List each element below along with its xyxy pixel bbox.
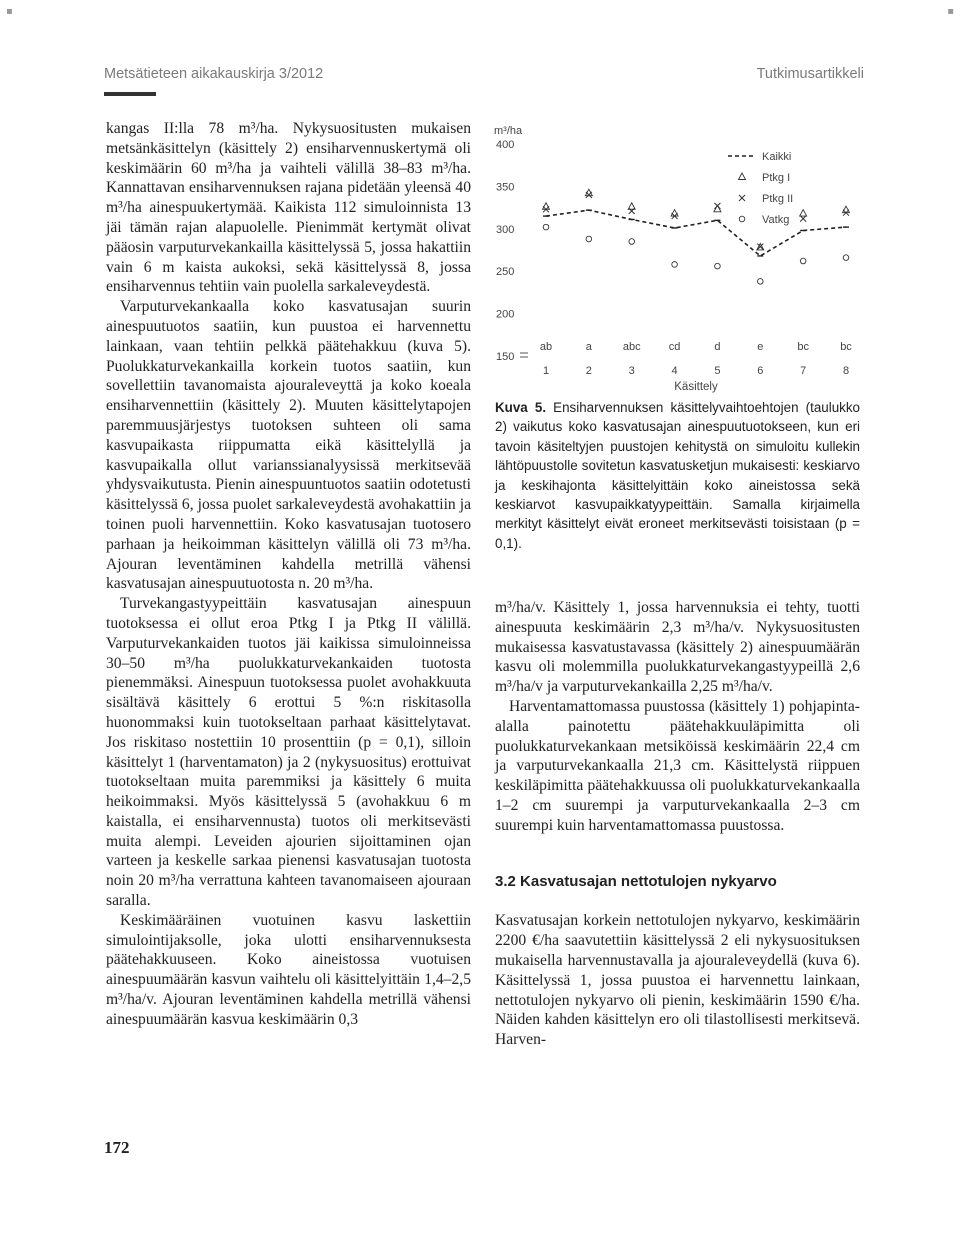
x-tick-label: 4	[671, 365, 678, 377]
legend-label: Ptkg II	[762, 193, 794, 205]
right-paragraph-1: m³/ha/v. Käsittely 1, jossa harvennuksia ei tehty, tuotti ainespuuta keskimäärin 2,3 m³/ha/v. Nykysuositusten mukaisessa kasvatustavassa (käsittely 2) ainespuumäärän kasvu oli molemmilla puolukkaturvekangastyypeillä 2,6 m³/ha/v ja varputurvekankailla 2,25 m³/ha/v.	[495, 599, 860, 696]
data-point-circle	[629, 239, 635, 245]
y-tick-label: 250	[496, 266, 515, 279]
left-column	[106, 119, 471, 1030]
crop-mark-tr: ▪	[947, 6, 954, 17]
left-paragraph-3: Turvekangastyypeittäin kasvatusajan ainespuun tuotoksessa ei ollut eroa Ptkg I ja Ptkg II välillä. Varputurvekankaiden tuotos jäi kaikissa simuloinneissa 30–50 m³/ha puolukkaturvekankaiden tuotosta pienemmäksi. Ainespuun tuotoksessa puolet avohakkuuta sisältävä käsittely 6 erottui 5 %:n riskitasolla huonommaksi kuin tuotokseltaan parhaat käsittelytavat. Jos riskitaso nostettiin 10 prosenttiin (p = 0,1), silloin käsittelyt 1 (harventamaton) ja 2 (nykysuositus) erottuivat tuotokseltaan muita paremmiksi ja käsittely 6 muita heikoimmaksi. Myös käsittelyssä 5 (avohakkuu 6 m kaistalla, ei ensiharvennusta) tuotos oli merkitsevästi muita alempi. Leveiden ajourien sijoittaminen ojan varteen ja keskelle sarkaa pienensi kasvatusajan tuotosta noin 20 m³/ha verrattuna kahteen tavanomaiseen ajouraan saralla.	[106, 595, 471, 910]
data-point-circle	[800, 258, 806, 264]
group-letter: d	[714, 341, 721, 353]
data-point-triangle	[843, 206, 850, 213]
x-tick-label: 1	[542, 365, 550, 377]
y-tick-label: 400	[496, 139, 515, 151]
caption-text: Ensiharvennuksen käsittelyvaihtoehtojen (taulukko 2) vaikutus koko kasvatusajan ainespuutuotokseen, kun eri tavoin käsiteltyjen puustojen kehitystä on simuloitu kullekin lähtöpuustolle sovitetun kasvatusketjun mukaisesti: keskiarvo ja keskihajonta käsittelyittäin koko aineistossa sekä keskiarvot kasvupaikkatyypeittäin. Samalla kirjaimella merkityt käsittelyt eivät eroneet merkitsevästi toisistaan (p = 0,1).	[495, 400, 860, 551]
x-tick-label: 6	[757, 365, 764, 377]
header-rule	[104, 92, 156, 96]
section-heading: 3.2 Kasvatusajan nettotulojen nykyarvo	[495, 872, 777, 890]
y-tick-label: 150	[496, 351, 515, 363]
group-letter: cd	[668, 341, 681, 353]
legend-label: Ptkg I	[762, 172, 791, 184]
running-header	[104, 66, 864, 88]
data-point-triangle	[671, 210, 678, 217]
y-axis-label: m³/ha	[494, 125, 523, 137]
group-letter: e	[757, 341, 764, 353]
legend-swatch	[739, 216, 745, 222]
y-tick-label: 350	[496, 181, 515, 194]
x-tick-label: 8	[842, 365, 850, 377]
group-letter: abc	[622, 341, 641, 353]
left-paragraph-1: kangas II:lla 78 m³/ha. Nykysuositusten mukaisen metsänkäsittelyn (käsittely 2) ensiharvennuskertymä oli keskimäärin 60 m³/ha ja vaihteli välillä 38–83 m³/ha. Kannattavan ensiharvennuksen rajana pidetään yleensä 40 m³/ha ainespuukertymää. Kaikista 112 simuloinnista 13 jäi tämän rajan alapuolelle. Pienimmät kertymät olivat pääosin varputurvekankailla käsittelyssä 5, jossa hakattiin vain 6 m kaista aukoksi, sekä käsittelyssä 8, jossa ensiharvennus tehtiin vain puolella sarkaleveydestä.	[106, 120, 471, 296]
caption-label: Kuva 5.	[495, 400, 547, 415]
crop-mark-tl: ▪	[6, 6, 13, 17]
group-letter: a	[585, 341, 592, 353]
y-tick-label: 200	[496, 308, 515, 321]
section-label: Tutkimusartikkeli	[756, 66, 864, 82]
left-paragraph-2: Varputurvekankaalla koko kasvatusajan suurin ainespuutuotos saatiin, kun puustoa ei harvennettu lainkaan, vaan tehtiin pelkkä päätehakkuu (kuva 5). Puolukkaturvekankailla korkein tuotos saatiin, kun sovellettiin tavanomaista ajouraleveyttä ja koko koeala ensiharvennettiin (käsittely 2). Muuten käsittelytapojen paremmuusjärjestys tuotoksen suhteen oli sama kasvupaikasta riippumatta eikä käsittelyllä ja kasvupaikalla ollut varianssianalyysissä merkitsevää yhdysvaikutusta. Pienin ainespuuntuotos saatiin odotetusti käsittelyssä 6, jossa puolet sarkaleveydestä avohakattiin ja toinen puoli harvennettiin. Koko kasvatusajan tuotosero parhaan ja heikoimman käsittelyn välillä oli 73 m³/ha. Ajouran leventäminen kahdella metrillä vähensi kasvatusajan ainespuutuotosta n. 20 m³/ha.	[106, 298, 471, 593]
chart-svg	[492, 118, 864, 398]
data-point-cross	[586, 192, 592, 198]
data-point-circle	[715, 263, 721, 269]
journal-title: Metsätieteen aikakauskirja 3/2012	[104, 66, 324, 82]
figure-caption	[495, 398, 860, 553]
left-paragraph-4: Keskimääräinen vuotuinen kasvu laskettiin simulointijaksolle, joka ulotti ensiharvennuksesta päätehakkuuseen. Koko aineistossa vuotuisen ainespuumäärän kasvun vaihtelu oli käsittelyittäin 1,4–2,5 m³/ha/v. Ajouran leventäminen kahdella metrillä vähensi ainespuumäärän kasvua keskimäärin 0,3	[106, 911, 471, 1028]
group-letter: bc	[797, 341, 809, 353]
data-point-circle	[672, 262, 678, 268]
right-paragraph-2: Harventamattomassa puustossa (käsittely 1) pohjapinta-alalla painotettu päätehakkuuläpimitta oli puolukkaturvekankaan metsiköissä keskimäärin 22,4 cm ja varputurvekankaalla 21,3 cm. Käsittelystä riippuen keskiläpimitta päätehakkuussa oli puolukkaturvekankaalla 1–2 cm suurempi ja varputurvekankaalla 2–3 cm suurempi kuin harventamattomassa puustossa.	[495, 697, 860, 834]
data-point-triangle	[800, 210, 807, 217]
data-point-cross	[714, 203, 720, 209]
data-point-circle	[586, 236, 592, 242]
right-paragraph-3: Kasvatusajan korkein nettotulojen nykyarvo, keskimäärin 2200 €/ha saavutettiin käsittelyssä 2 eli nykysuosituksen mukaisella harvennustavalla ja ajouraleveydellä (kuva 6). Käsittelyssä 1, jossa puustoa ei harvennettu lainkaan, nettotulojen nykyarvo oli pienin, keskimäärin 1590 €/ha. Näiden kahden käsittelyn ero oli tilastollisesti merkitsevä. Harven-	[495, 912, 860, 1049]
x-axis-label: Käsittely	[674, 381, 718, 393]
group-letter: bc	[840, 341, 852, 353]
y-tick-label: 300	[496, 223, 515, 236]
x-tick-label: 5	[714, 365, 721, 377]
data-point-circle	[757, 279, 763, 285]
legend-swatch	[739, 173, 746, 180]
data-point-cross	[800, 216, 806, 222]
legend-swatch	[739, 195, 745, 201]
data-point-triangle	[543, 203, 550, 210]
data-point-circle	[543, 224, 549, 230]
legend-label: Vatkg	[762, 214, 790, 226]
data-point-circle	[843, 255, 849, 261]
x-tick-label: 3	[628, 365, 635, 377]
figure-5	[492, 118, 864, 398]
group-letter: ab	[539, 341, 553, 353]
page-number: 172	[104, 1138, 130, 1157]
legend-label: Kaikki	[762, 151, 792, 163]
x-tick-label: 7	[800, 365, 807, 377]
x-tick-label: 2	[585, 365, 592, 377]
right-column	[495, 598, 860, 1050]
